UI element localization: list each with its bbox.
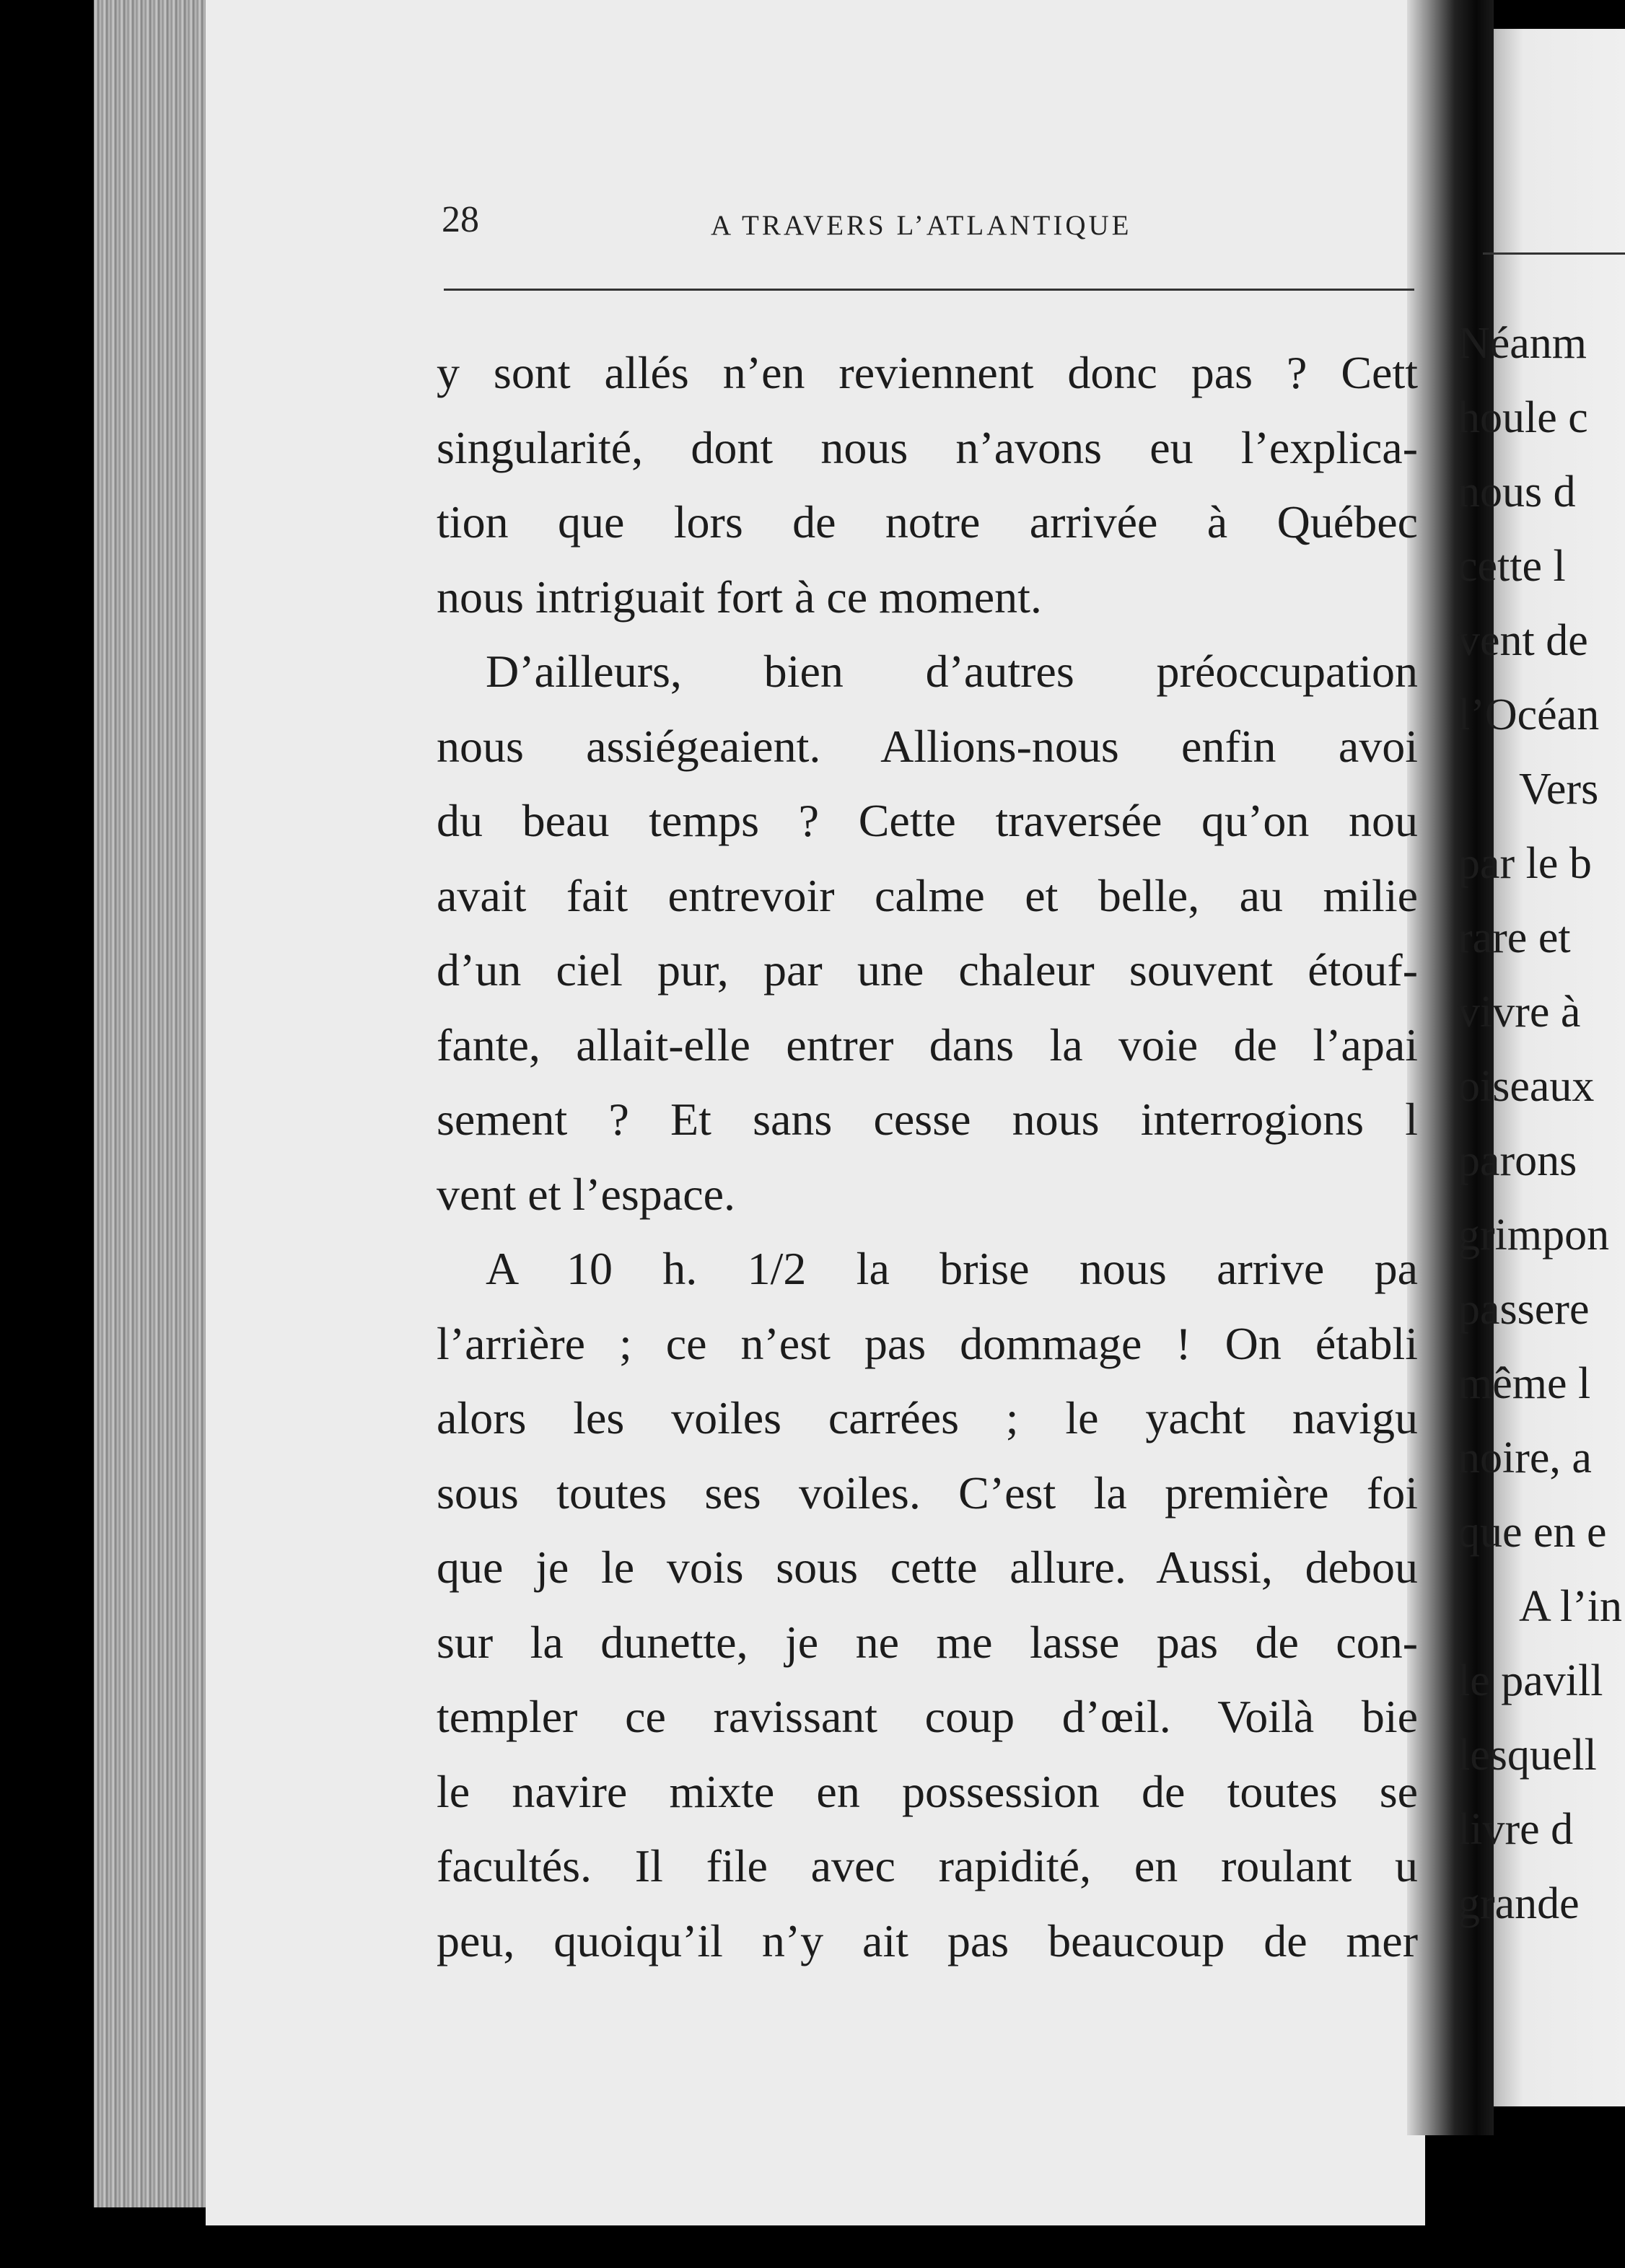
text-line: tion que lors de notre arrivée à Québec bbox=[437, 496, 1418, 548]
text-line: lesquell bbox=[1458, 1731, 1597, 1780]
text-line: Néanm bbox=[1458, 319, 1587, 368]
text-line: sur la dunette, je ne me lasse pas de con- bbox=[437, 1616, 1418, 1668]
text-line: vivre à bbox=[1458, 988, 1581, 1037]
text-line: parons bbox=[1458, 1136, 1577, 1185]
text-line: avait fait entrevoir calme et belle, au milie bbox=[437, 869, 1418, 921]
text-line: Vers bbox=[1519, 765, 1599, 814]
text-line: vent de bbox=[1458, 616, 1588, 665]
text-line: peu, quoiqu’il n’y ait pas beaucoup de mer bbox=[437, 1915, 1418, 1966]
text-line: nous d bbox=[1458, 467, 1576, 517]
text-line: noire, a bbox=[1458, 1433, 1592, 1482]
right-page-header-rule bbox=[1483, 252, 1625, 255]
text-line: D’ailleurs, bien d’autres préoccupation bbox=[486, 646, 1418, 697]
text-line: grimpon bbox=[1458, 1210, 1610, 1260]
left-page-body bbox=[437, 335, 1418, 1980]
page-edges bbox=[94, 0, 209, 2207]
text-line: l’arrière ; ce n’est pas dommage ! On établi bbox=[437, 1317, 1418, 1369]
text-line: que je le vois sous cette allure. Aussi, debou bbox=[437, 1542, 1418, 1593]
header-rule bbox=[444, 289, 1414, 291]
text-line: singularité, dont nous n’avons eu l’explica- bbox=[437, 421, 1418, 473]
text-line: que en e bbox=[1458, 1508, 1607, 1557]
text-line: rare et bbox=[1458, 913, 1571, 962]
text-line: alors les voiles carrées ; le yacht navigu bbox=[437, 1392, 1418, 1443]
text-line: oiseaux bbox=[1458, 1062, 1595, 1111]
text-line: nous intriguait fort à ce moment. bbox=[437, 571, 1042, 623]
text-line: nous assiégeaient. Allions-nous enfin avoi bbox=[437, 720, 1418, 772]
text-line: le pavill bbox=[1458, 1656, 1603, 1705]
text-line: cette l bbox=[1458, 542, 1566, 591]
text-line: le navire mixte en possession de toutes se bbox=[437, 1765, 1418, 1817]
text-line: même l bbox=[1458, 1359, 1591, 1408]
text-line: grande bbox=[1458, 1879, 1580, 1928]
text-line: templer ce ravissant coup d’œil. Voilà bie bbox=[437, 1691, 1418, 1742]
right-page-body bbox=[1458, 307, 1625, 1966]
text-line: fante, allait-elle entrer dans la voie de l’apai bbox=[437, 1019, 1418, 1071]
text-line: facultés. Il file avec rapidité, en roulant u bbox=[437, 1840, 1418, 1891]
text-line: A 10 h. 1/2 la brise nous arrive pa bbox=[486, 1243, 1418, 1294]
text-line: l’Océan bbox=[1458, 690, 1600, 739]
text-line: y sont allés n’en reviennent donc pas ? Cett bbox=[437, 347, 1418, 398]
text-line: du beau temps ? Cette traversée qu’on nou bbox=[437, 795, 1418, 846]
running-head: A TRAVERS L’ATLANTIQUE bbox=[711, 210, 1132, 241]
text-line: d’un ciel pur, par une chaleur souvent étouf- bbox=[437, 944, 1418, 995]
text-line: livre d bbox=[1458, 1805, 1574, 1854]
text-line: houle c bbox=[1458, 393, 1588, 442]
text-line: sement ? Et sans cesse nous interrogions l bbox=[437, 1094, 1418, 1145]
page-number: 28 bbox=[442, 199, 479, 240]
text-line: vent et l’espace. bbox=[437, 1168, 735, 1220]
text-line: sous toutes ses voiles. C’est la première foi bbox=[437, 1467, 1418, 1518]
text-line: passere bbox=[1458, 1285, 1590, 1334]
text-line: par le b bbox=[1458, 839, 1592, 888]
text-line: A l’in bbox=[1519, 1582, 1622, 1631]
